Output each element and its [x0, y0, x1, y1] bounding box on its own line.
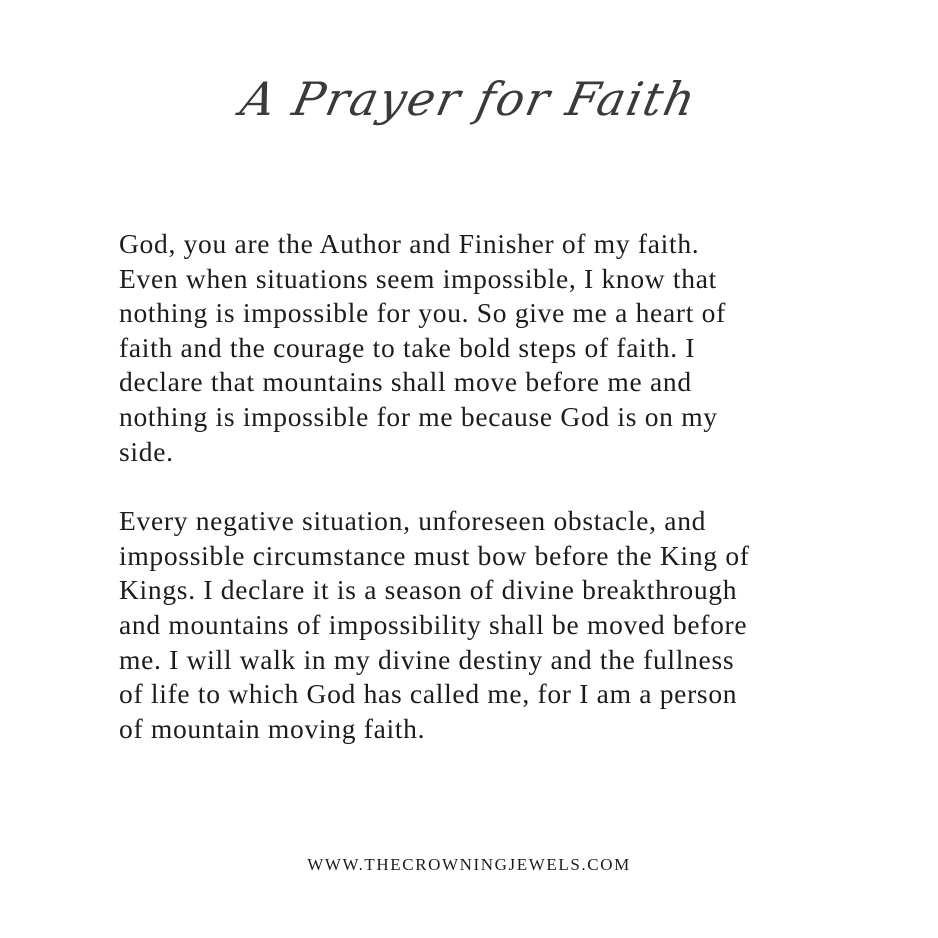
website-url: WWW.THECROWNINGJEWELS.COM	[307, 855, 631, 874]
prayer-title: A Prayer for Faith	[236, 72, 702, 126]
prayer-body	[119, 227, 819, 746]
prayer-paragraph-2: Every negative situation, unforeseen obstacle, and impossible circumstance must bow before the King of Kings. I declare it is a season of divine breakthrough and mountains of impossibility shall be moved before me. I will walk in my divine destiny and the fullness of life to which God has called me, for I am a person of mountain moving faith.	[119, 505, 750, 744]
prayer-paragraph-1: God, you are the Author and Finisher of my faith. Even when situations seem impossible, I know that nothing is impossible for you. So give me a heart of faith and the courage to take bold steps of faith. I declare that mountains shall move before me and nothing is impossible for me because God is on my side.	[119, 228, 726, 467]
